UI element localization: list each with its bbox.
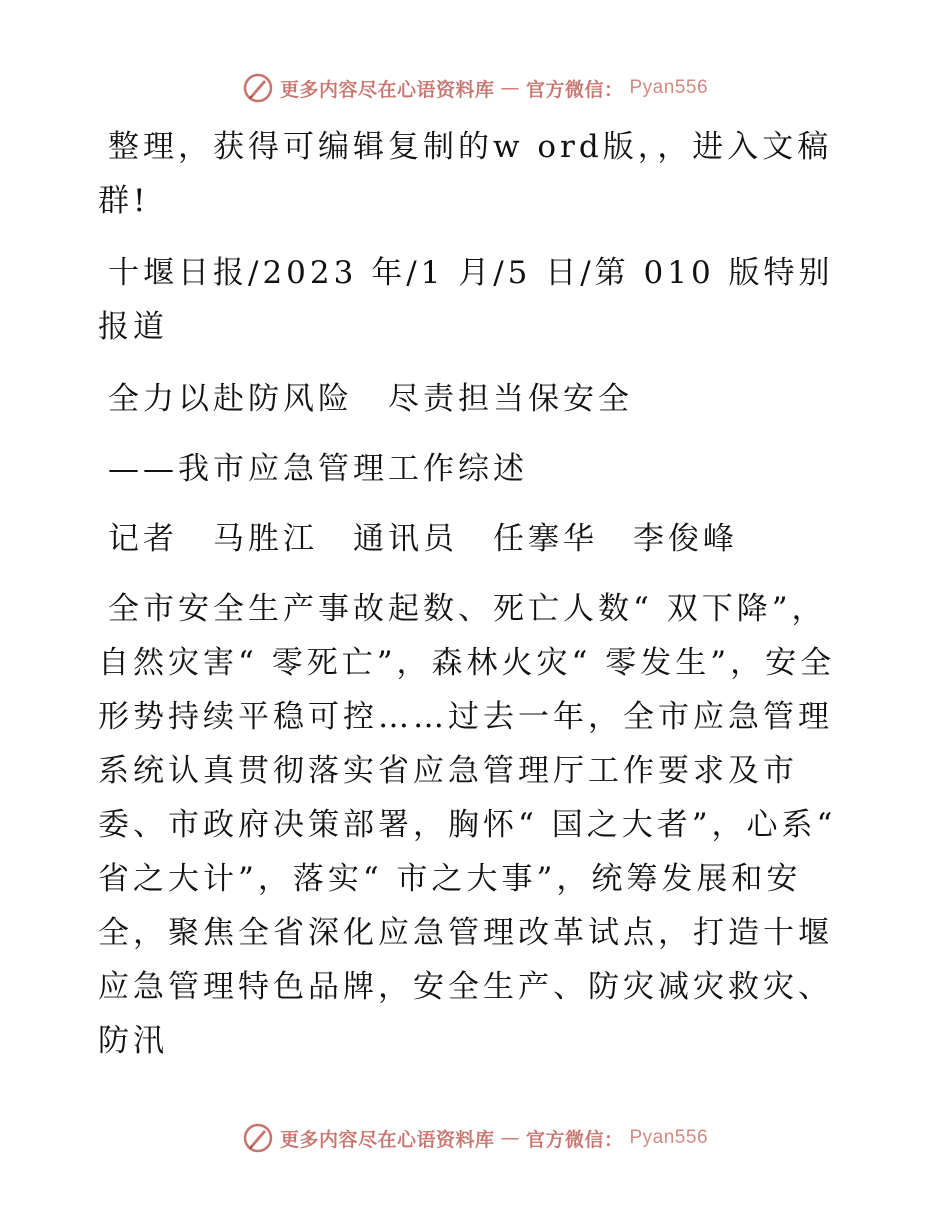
banner-wechat-id: Pyan556 <box>629 77 709 98</box>
banner-separator: — <box>500 77 520 99</box>
article-headline: 全力以赴防风险 尽责担当保安全 <box>108 381 633 417</box>
banner-wechat-id: Pyan556 <box>629 1127 709 1148</box>
article-byline: 记者 马胜江 通讯员 任搴华 李俊峰 <box>108 521 738 557</box>
banner-brand: 更多内容尽在心语资料库 <box>279 78 495 101</box>
feather-pen-logo-icon <box>242 72 274 104</box>
article-body-paragraph: 全市安全生产事故起数、死亡人数“ 双下降”，自然灾害“ 零死亡”，森林火灾“ 零发生”，安全形势持续平稳可控……过去一年，全市应急管理系统认真贯彻落实省应急管理厅工作要求及市委、市政府决策部署，胸怀“ 国之大者”，心系“ 省之大计”，落实“ 市之大事”，统筹发展和安全，聚焦全省深化应急管理改革试点，打造十堰应急管理特色品牌，安全生产、防灾减灾救灾、防汛 <box>98 591 837 1059</box>
banner-separator: — <box>500 1127 520 1149</box>
banner-brand: 更多内容尽在心语资料库 <box>279 1128 495 1151</box>
header-banner <box>0 72 950 104</box>
article-subheadline: ——我市应急管理工作综述 <box>108 451 528 487</box>
footer-banner <box>0 1122 950 1154</box>
banner-official-label: 官方微信： <box>525 78 624 101</box>
source-line: 十堰日报/2023 年/1 月/5 日/第 010 版特别报道 <box>98 255 834 345</box>
feather-pen-logo-icon <box>242 1122 274 1154</box>
banner-official-label: 官方微信： <box>525 1128 624 1151</box>
document-body <box>98 120 858 1068</box>
intro-paragraph: 整理，获得可编辑复制的w ord版，，进入文稿群! <box>98 129 833 219</box>
